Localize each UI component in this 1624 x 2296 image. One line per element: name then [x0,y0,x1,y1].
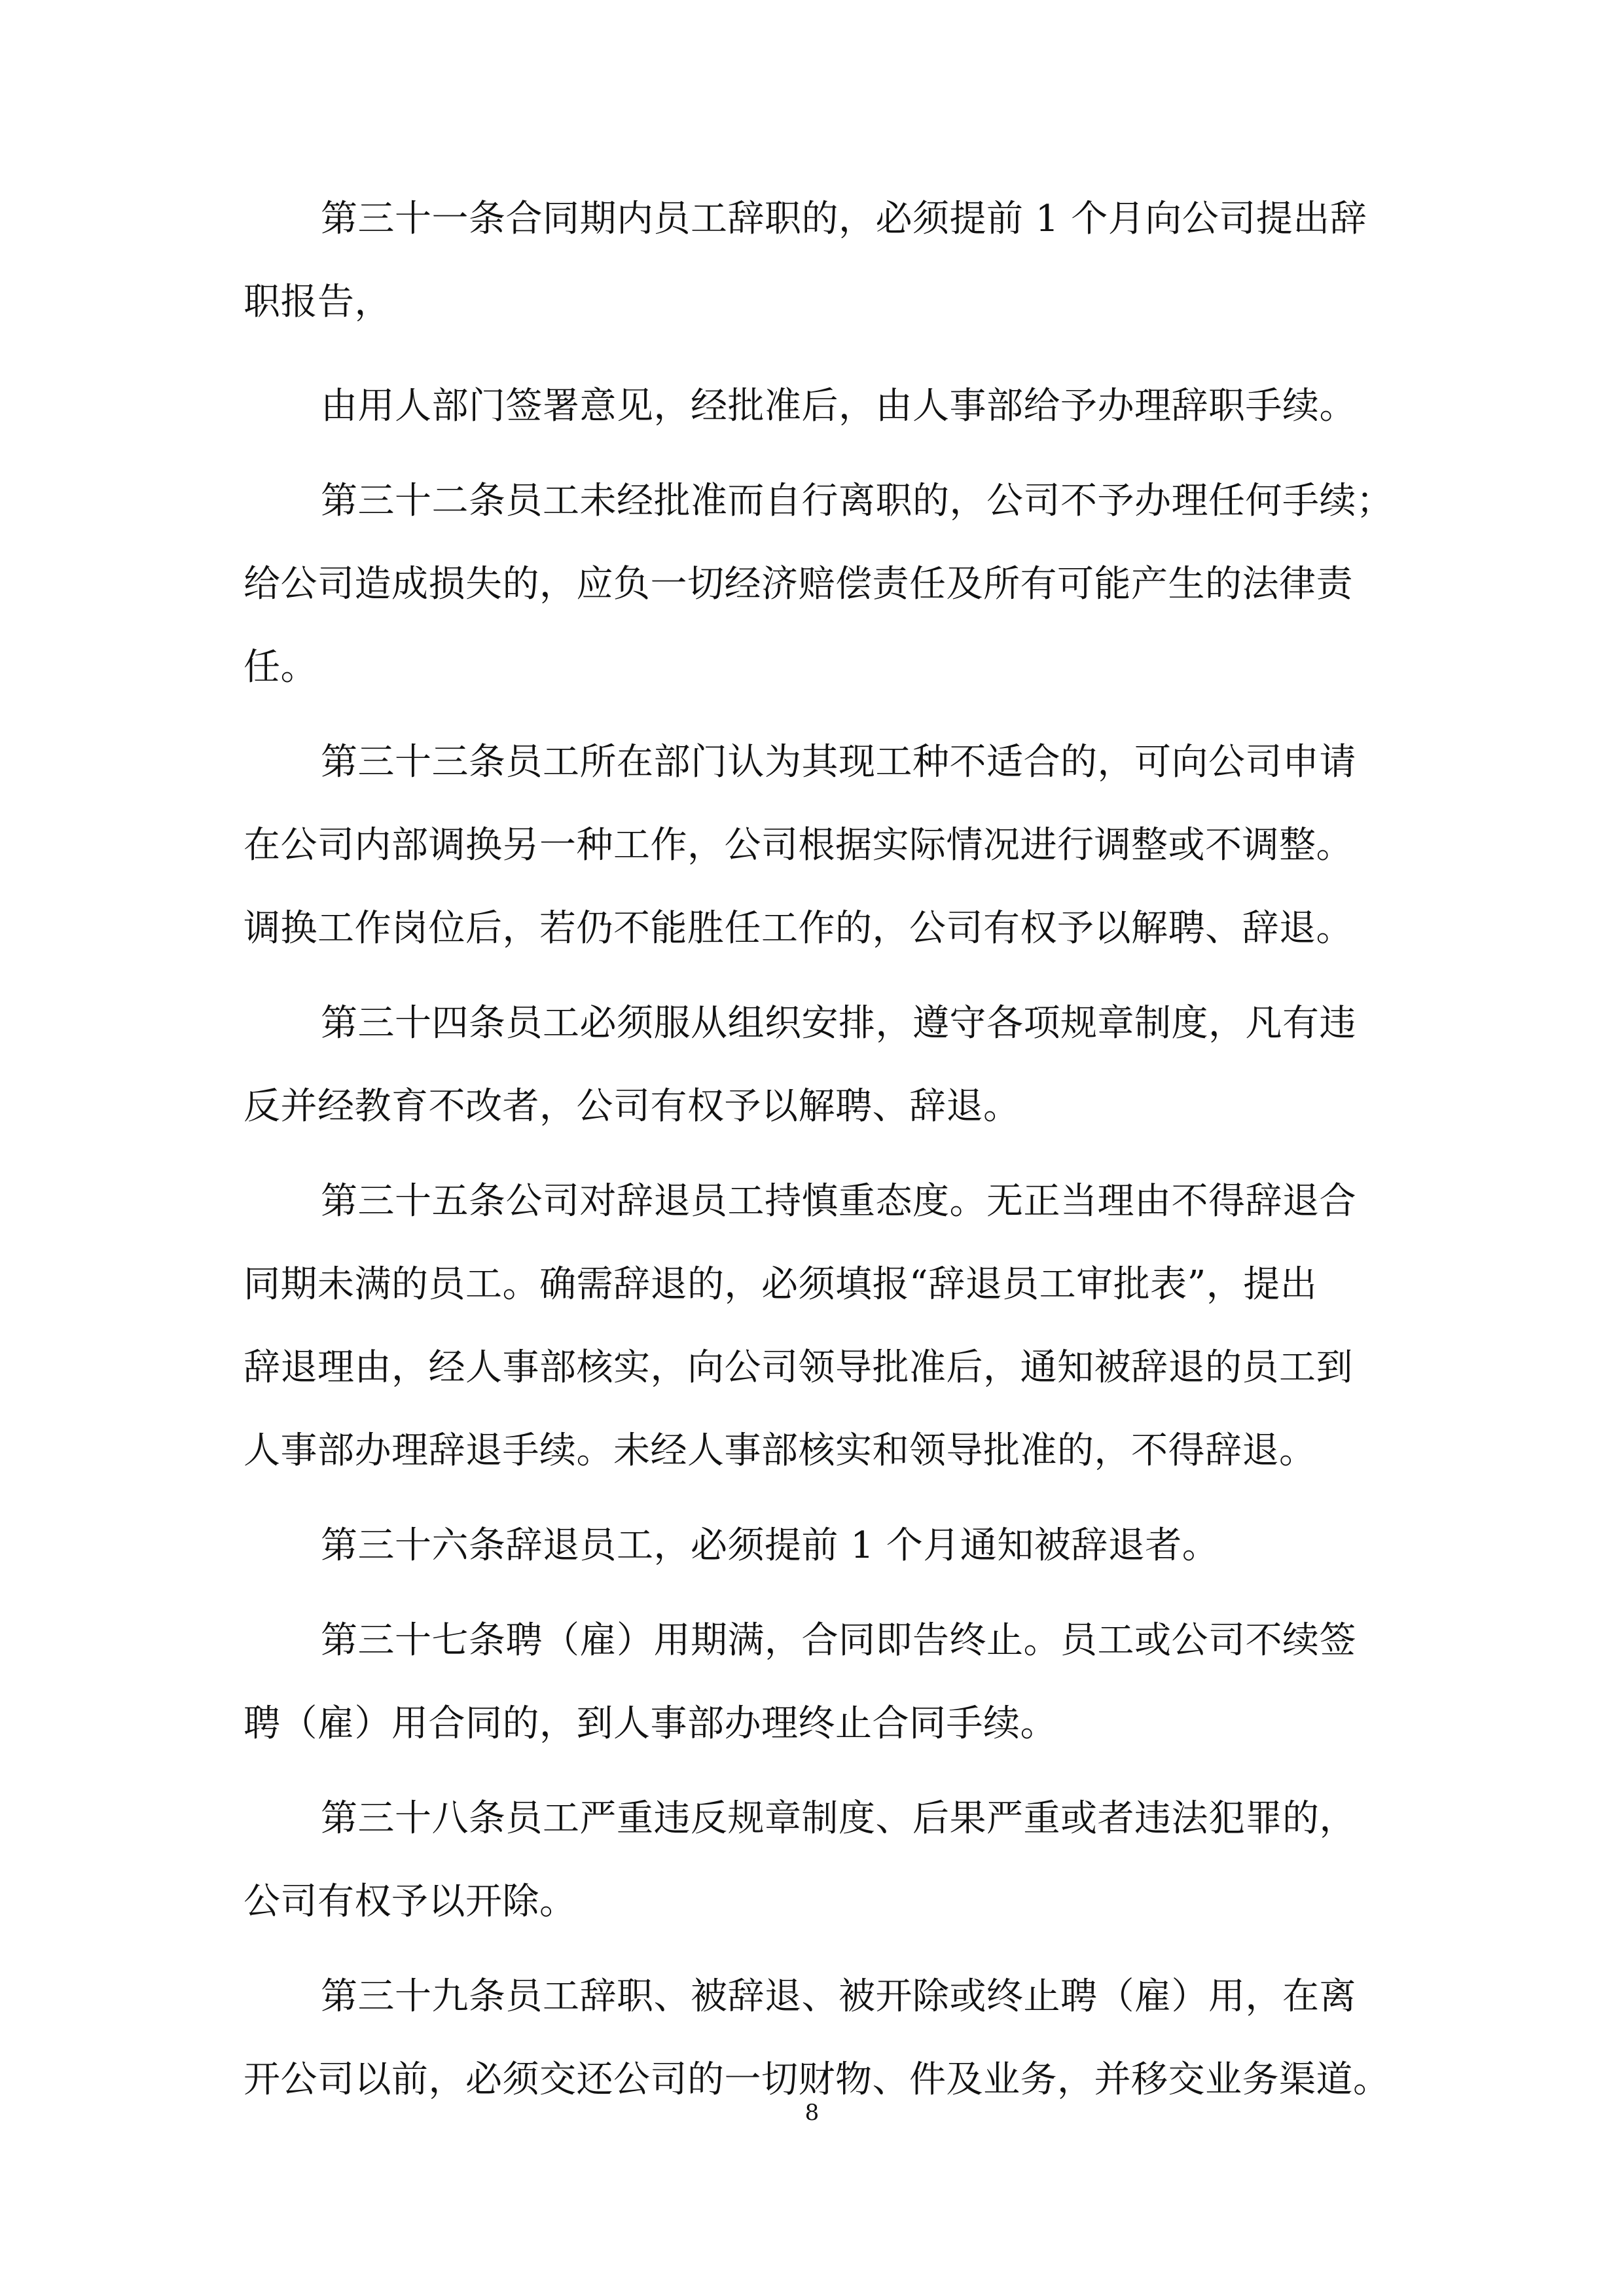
text-line: 由用人部门签署意见，经批准后，由人事部给予办理辞职手续。 [321,385,1356,427]
text-line: 第三十六条辞退员工，必须提前 1 个月通知被辞退者。 [321,1524,1219,1567]
text-line: 任。 [244,646,317,689]
text-line: 给公司造成损失的，应负一切经济赔偿责任及所有可能产生的法律责 [244,563,1353,605]
text-line: 辞退理由，经人事部核实，向公司领导批准后，通知被辞退的员工到 [244,1346,1353,1389]
text-line: 第三十七条聘（雇）用期满，合同即告终止。员工或公司不续签 [321,1619,1356,1662]
text-line: 人事部办理辞退手续。未经人事部核实和领导批准的，不得辞退。 [244,1429,1316,1472]
text-line: 开公司以前，必须交还公司的一切财物、件及业务，并移交业务渠道。 [244,2058,1390,2101]
text-line: 第三十一条合同期内员工辞职的，必须提前 1 个月向公司提出辞 [321,198,1367,240]
text-line: 公司有权予以开除。 [244,1880,577,1923]
text-line: 第三十二条员工未经批准而自行离职的，公司不予办理任何手续； [321,480,1394,522]
text-line: 同期未满的员工。确需辞退的，必须填报“辞退员工审批表”，提出 [244,1263,1318,1306]
text-line: 职报告， [244,281,391,323]
text-line: 在公司内部调换另一种工作，公司根据实际情况进行调整或不调整。 [244,824,1353,867]
text-line: 第三十九条员工辞职、被辞退、被开除或终止聘（雇）用，在离 [321,1975,1356,2018]
text-line: 调换工作岗位后，若仍不能胜任工作的，公司有权予以解聘、辞退。 [244,907,1353,950]
text-line: 第三十四条员工必须服从组织安排，遵守各项规章制度，凡有违 [321,1002,1356,1045]
text-line: 第三十五条公司对辞退员工持慎重态度。无正当理由不得辞退合 [321,1180,1356,1223]
text-line: 第三十三条员工所在部门认为其现工种不适合的，可向公司申请 [321,741,1356,783]
text-line: 聘（雇）用合同的，到人事部办理终止合同手续。 [244,1702,1057,1745]
text-line: 反并经教育不改者，公司有权予以解聘、辞退。 [244,1085,1020,1128]
text-line: 第三十八条员工严重违反规章制度、后果严重或者违法犯罪的， [321,1797,1356,1840]
page-number: 8 [804,2100,820,2126]
